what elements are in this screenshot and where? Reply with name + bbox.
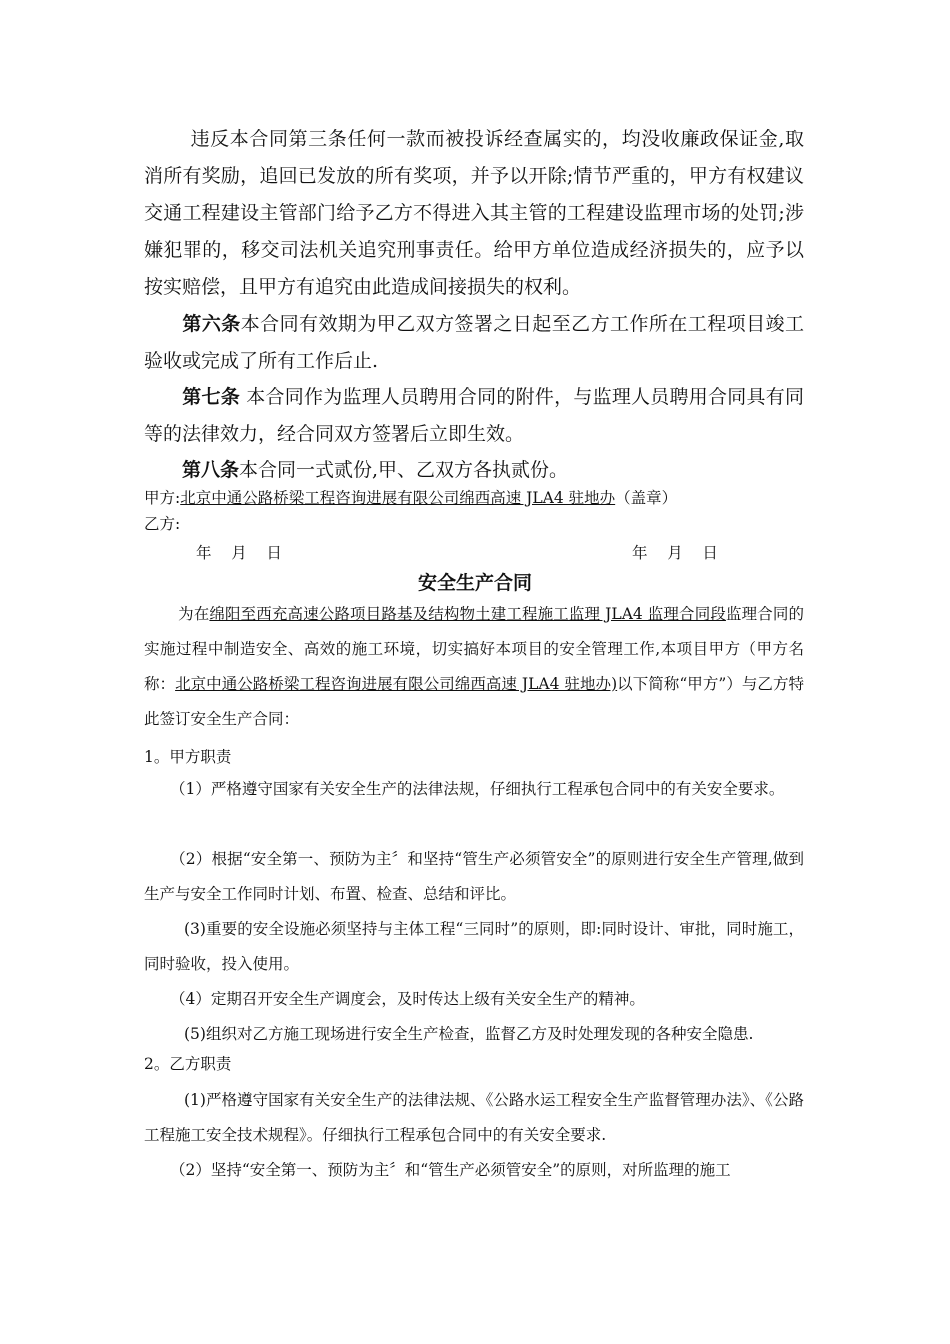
article-8-paragraph: 第八条本合同一式贰份,甲、乙双方各执贰份。	[182, 459, 569, 481]
party-b-duty-2: （2）坚持“安全第一、预防为主〞和“管生产必须管安全”的原则，对所监理的施工	[170, 1161, 731, 1179]
party-b-duty-1: (1)严格遵守国家有关安全生产的法律法规、《公路水运工程安全生产监督管理办法》、《公路工程施工安全技术规程》。仔细执行工程承包合同中的有关安全要求.	[144, 1091, 804, 1144]
party-a-duty-5: (5)组织对乙方施工现场进行安全生产检查，监督乙方及时处理发现的各种安全隐患.	[184, 1025, 754, 1043]
party-a-duty-4: （4）定期召开安全生产调度会，及时传达上级有关安全生产的精神。	[170, 990, 645, 1008]
party-a-duty-3: (3)重要的安全设施必须坚持与主体工程“三同时”的原则，即:同时设计、审批，同时施工，同时验收，投入使用。	[144, 920, 804, 973]
party-a-duty-1: （1）严格遵守国家有关安全生产的法律法规，仔细执行工程承包合同中的有关安全要求。	[170, 780, 785, 798]
section-1-heading: 1。甲方职责	[144, 748, 232, 766]
article-8-label: 第八条	[182, 459, 240, 481]
article-6-label: 第六条	[182, 313, 241, 335]
date-right: 年 月 日	[632, 544, 718, 562]
date-left: 年 月 日	[196, 544, 282, 562]
article-6-paragraph: 第六条本合同有效期为甲乙双方签署之日起至乙方工作所在工程项目竣工验收或完成了所有工作后止.	[144, 313, 804, 372]
party-a-line: 甲方:北京中通公路桥梁工程咨询进展有限公司绵西高速 JLA4 驻地办（盖章）	[144, 489, 678, 507]
article-7-label: 第七条	[182, 386, 240, 408]
safety-contract-title: 安全生产合同	[417, 572, 532, 594]
safety-intro-paragraph: 为在绵阳至西充高速公路项目路基及结构物土建工程施工监理 JLA4 监理合同段监理合同的实施过程中制造安全、高效的施工环境，切实搞好本项目的安全管理工作,本项目甲方（甲方名称：北京中通公路桥梁工程咨询进展有限公司绵西高速 JLA4 驻地办)以下简称“甲方”）与乙方特此签订安全生产合同：	[144, 605, 804, 728]
party-a-name: 北京中通公路桥梁工程咨询进展有限公司绵西高速 JLA4 驻地办	[180, 489, 616, 507]
party-a-name-inline: 北京中通公路桥梁工程咨询进展有限公司绵西高速 JLA4 驻地办)	[175, 675, 618, 693]
seal-note: （盖章）	[615, 489, 678, 507]
party-a-duty-2: （2）根据“安全第一、预防为主〞和坚持“管生产必须管安全”的原则进行安全生产管理,做到生产与安全工作同时计划、布置、检查、总结和评比。	[144, 850, 804, 903]
article-7-paragraph: 第七条 本合同作为监理人员聘用合同的附件，与监理人员聘用合同具有同等的法律效力，经合同双方签署后立即生效。	[144, 386, 804, 445]
project-name: 绵阳至西充高速公路项目路基及结构物土建工程施工监理 JLA4 监理合同段	[209, 605, 726, 623]
party-b-line: 乙方:	[144, 515, 181, 533]
clause-penalty-paragraph: 违反本合同第三条任何一款而被投诉经查属实的，均没收廉政保证金,取消所有奖励，追回已发放的所有奖项，并予以开除;情节严重的，甲方有权建议交通工程建设主管部门给予乙方不得进入其主管的工程建设监理市场的处罚;涉嫌犯罪的，移交司法机关追究刑事责任。给甲方单位造成经济损失的，应予以按实赔偿，且甲方有追究由此造成间接损失的权利。	[144, 128, 804, 298]
section-2-heading: 2。乙方职责	[144, 1055, 232, 1073]
